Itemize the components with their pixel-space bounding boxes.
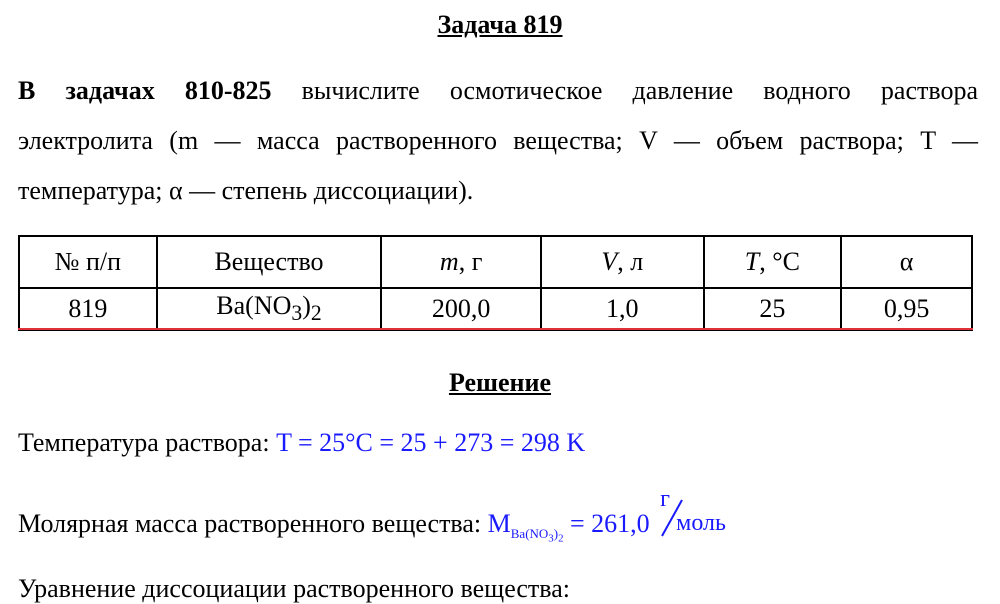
- molar-mass-symbol: M: [487, 509, 511, 538]
- header-volume-unit: , л: [617, 247, 644, 276]
- molar-mass-formula: [487, 486, 747, 545]
- header-mass-unit: , г: [458, 247, 483, 276]
- task-title: Задача 819: [437, 10, 563, 39]
- molar-mass-subscript-close: ): [553, 526, 559, 542]
- intro-line-2: электролита (m — масса растворенного вещества; V — объем раствора; T —: [18, 126, 978, 155]
- cell-alpha: 0,95: [841, 288, 972, 330]
- header-mass-var: m: [439, 247, 459, 276]
- header-volume-var: V: [601, 247, 618, 276]
- substance-close: ): [302, 291, 311, 321]
- intro-bold: В задачах 810-825: [18, 76, 272, 105]
- header-alpha: α: [841, 236, 972, 288]
- data-table: [18, 235, 973, 331]
- molar-mass-subscript: [510, 526, 564, 545]
- unit-numerator: г: [660, 486, 670, 512]
- cell-substance: [157, 288, 382, 330]
- cell-temperature: 25: [704, 288, 842, 330]
- cell-volume: 1,0: [541, 288, 704, 330]
- molar-mass-value: = 261,0: [563, 509, 650, 538]
- header-num: № п/п: [19, 236, 157, 288]
- substance-sub-3: 3: [291, 301, 303, 326]
- cell-num: 819: [19, 288, 157, 330]
- intro-line-1: [18, 66, 978, 116]
- step-dissociation: Уравнение диссоциации растворенного вещества:: [18, 574, 570, 603]
- table-row: [19, 288, 972, 330]
- unit-fraction: [656, 486, 746, 538]
- molar-mass-subscript-2: 2: [558, 532, 564, 545]
- cell-mass: 200,0: [381, 288, 541, 330]
- header-mass: [381, 236, 541, 288]
- red-underline: [18, 328, 973, 330]
- step-molar-mass-label: Молярная масса растворенного вещества:: [18, 509, 482, 538]
- molar-mass-subscript-base: Ba(NO: [510, 526, 549, 542]
- intro-line-1-rest: вычислите осмотическое давление водного раствора: [271, 76, 978, 105]
- intro-line-3: температура; α — степень диссоциации).: [18, 176, 474, 205]
- header-substance: Вещество: [157, 236, 382, 288]
- header-temperature-unit: , °С: [759, 247, 800, 276]
- substance-base: Ba(NO: [216, 291, 292, 321]
- solution-title: Решение: [448, 368, 552, 397]
- molar-mass-subscript-3: 3: [548, 532, 554, 545]
- header-volume: [541, 236, 704, 288]
- problem-statement: [18, 66, 978, 216]
- step-temperature: [18, 428, 585, 458]
- unit-denominator: моль: [676, 510, 726, 536]
- table-header-row: [19, 236, 972, 288]
- step-molar-mass: [18, 486, 746, 545]
- header-temperature-var: T: [744, 247, 760, 276]
- header-temperature: [704, 236, 842, 288]
- step-temperature-formula: T = 25°C = 25 + 273 = 298 K: [276, 428, 586, 457]
- substance-sub-2: 2: [310, 301, 322, 326]
- step-temperature-label: Температура раствора:: [18, 428, 270, 457]
